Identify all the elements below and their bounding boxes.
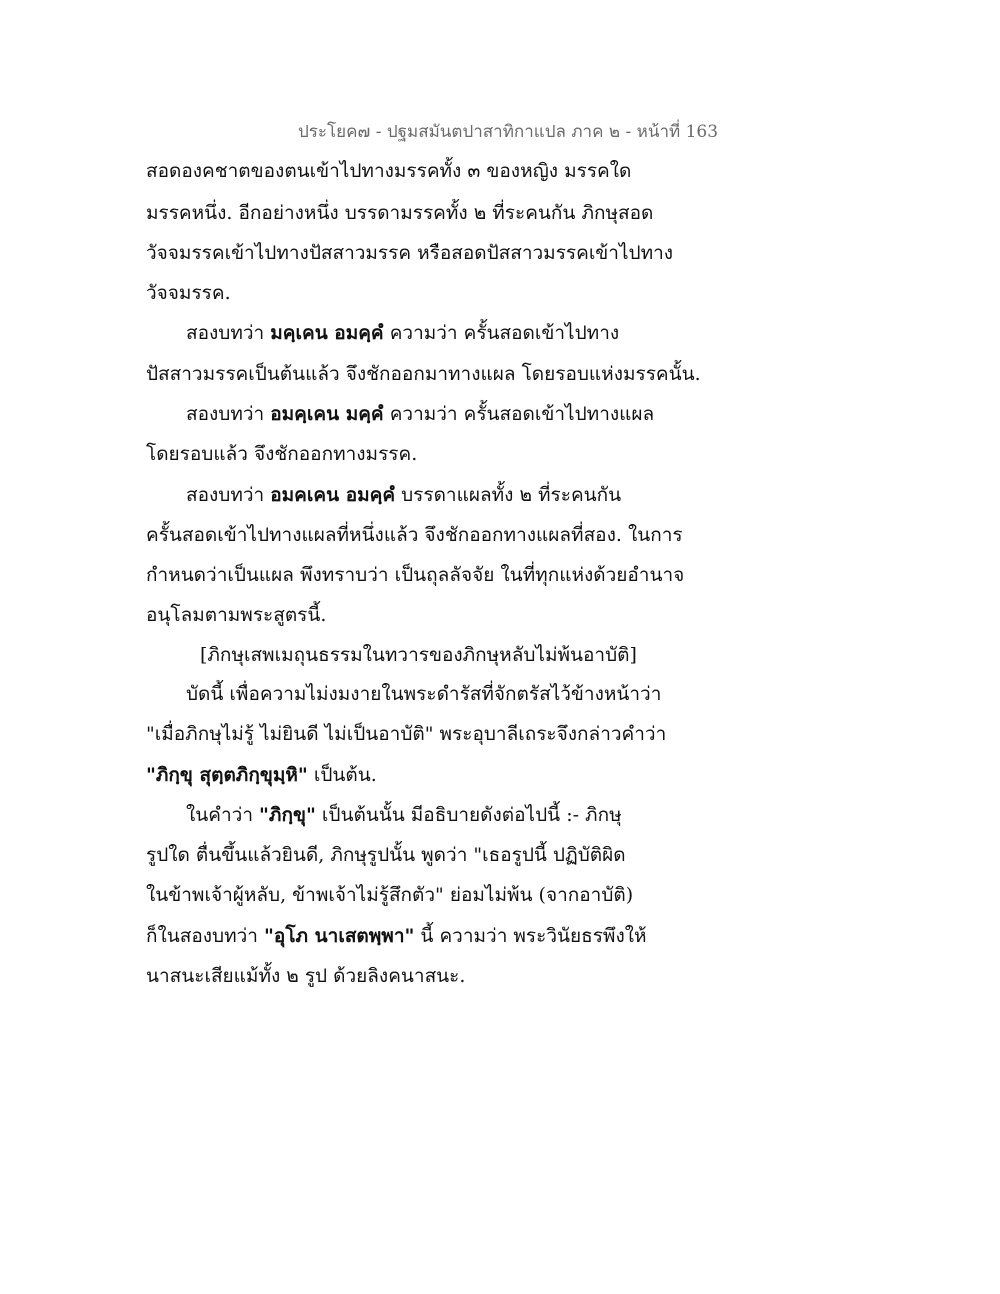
text-segment: "เมื่อภิกษุไม่รู้ ไม่ยินดี ไม่เป็นอาบัติ" พระอุบาลีเถระจึงกล่าวคำว่า xyxy=(146,723,667,745)
text-segment: ปัสสาวมรรคเป็นต้นแล้ว จึงชักออกมาทางแผล โดยรอบแห่งมรรคนั้น. xyxy=(146,363,701,385)
text-segment: กำหนดว่าเป็นแผล พึงทราบว่า เป็นถุลลัจจัย ในที่ทุกแห่งด้วยอำนาจ xyxy=(146,564,685,586)
text-line xyxy=(186,318,986,348)
text-segment: สองบทว่า xyxy=(186,484,271,506)
text-line xyxy=(146,840,946,870)
text-segment: สองบทว่า xyxy=(186,322,271,344)
text-segment: สองบทว่า xyxy=(186,403,271,425)
text-segment: ก็ในสองบทว่า xyxy=(146,925,265,947)
text-segment: รูปใด ตื่นขึ้นแล้วยินดี, ภิกษุรูปนั้น พูดว่า "เธอรูปนี้ ปฏิบัติผิด xyxy=(146,844,626,866)
bold-term: "ภิกฺขุ สุตฺตภิกฺขุมฺหิ" xyxy=(146,764,308,786)
text-segment: สอดองคชาตของตนเข้าไปทางมรรคทั้ง ๓ ของหญิง มรรคใด xyxy=(146,160,632,182)
text-segment: [ภิกษุเสพเมถุนธรรมในทวารของภิกษุหลับไม่พ้นอาบัติ] xyxy=(200,644,637,666)
bold-term: "อุโภ นาเสตพฺพา" xyxy=(264,925,415,947)
text-segment: ครั้นสอดเข้าไปทางแผลที่หนึ่งแล้ว จึงชักออกทางแผลที่สอง. ในการ xyxy=(146,524,683,546)
text-line xyxy=(146,439,946,469)
text-segment: บรรดาแผลทั้ง ๒ ที่ระคนกัน xyxy=(395,484,622,506)
text-line xyxy=(146,600,946,630)
text-line xyxy=(186,800,986,830)
page-header: ประโยค๗ - ปฐมสมันตปาสาทิกาแปล ภาค ๒ - หน้าที่ 163 xyxy=(298,122,719,142)
text-line xyxy=(146,359,946,389)
text-line xyxy=(146,880,946,910)
text-segment: วัจจมรรคเข้าไปทางปัสสาวมรรค หรือสอดปัสสาวมรรคเข้าไปทาง xyxy=(146,242,674,264)
text-segment: เป็นต้น. xyxy=(307,764,377,786)
text-line xyxy=(146,198,946,228)
text-line xyxy=(146,921,946,951)
text-line xyxy=(146,560,946,590)
text-line xyxy=(146,156,946,186)
text-segment: วัจจมรรค. xyxy=(146,282,231,304)
bold-term: มคฺเคน อมคฺคํ xyxy=(270,322,384,344)
text-line xyxy=(186,679,986,709)
text-segment: นี้ ความว่า พระวินัยธรพึงให้ xyxy=(414,925,647,947)
section-heading xyxy=(200,640,1000,670)
bold-term: อมคเคน อมคฺคํ xyxy=(270,484,396,506)
text-line xyxy=(186,480,986,510)
text-line xyxy=(146,719,946,749)
bold-term: อมคฺเคน มคฺคํ xyxy=(270,403,384,425)
text-line xyxy=(146,760,946,790)
text-line xyxy=(146,520,946,550)
text-line xyxy=(146,961,946,991)
text-segment: ในข้าพเจ้าผู้หลับ, ข้าพเจ้าไม่รู้สึกตัว" ย่อมไม่พ้น (จากอาบัติ) xyxy=(146,884,634,906)
text-segment: โดยรอบแล้ว จึงชักออกทางมรรค. xyxy=(146,443,418,465)
text-segment: มรรคหนึ่ง. อีกอย่างหนึ่ง บรรดามรรคทั้ง ๒ ที่ระคนกัน ภิกษุสอด xyxy=(146,202,654,224)
text-segment: อนุโลมตามพระสูตรนี้. xyxy=(146,604,327,626)
text-segment: ความว่า ครั้นสอดเข้าไปทางแผล xyxy=(383,403,655,425)
bold-term: "ภิกฺขุ" xyxy=(259,804,316,826)
text-segment: เป็นต้นนั้น มีอธิบายดังต่อไปนี้ :- ภิกษุ xyxy=(315,804,622,826)
text-segment: บัดนี้ เพื่อความไม่งมงายในพระดำรัสที่จักตรัสไว้ข้างหน้าว่า xyxy=(186,683,662,705)
text-line xyxy=(186,399,986,429)
text-line xyxy=(146,238,946,268)
text-segment: ความว่า ครั้นสอดเข้าไปทาง xyxy=(383,322,620,344)
text-segment: นาสนะเสียแม้ทั้ง ๒ รูป ด้วยลิงคนาสนะ. xyxy=(146,965,466,987)
text-segment: ในคำว่า xyxy=(186,804,260,826)
text-line xyxy=(146,278,946,308)
